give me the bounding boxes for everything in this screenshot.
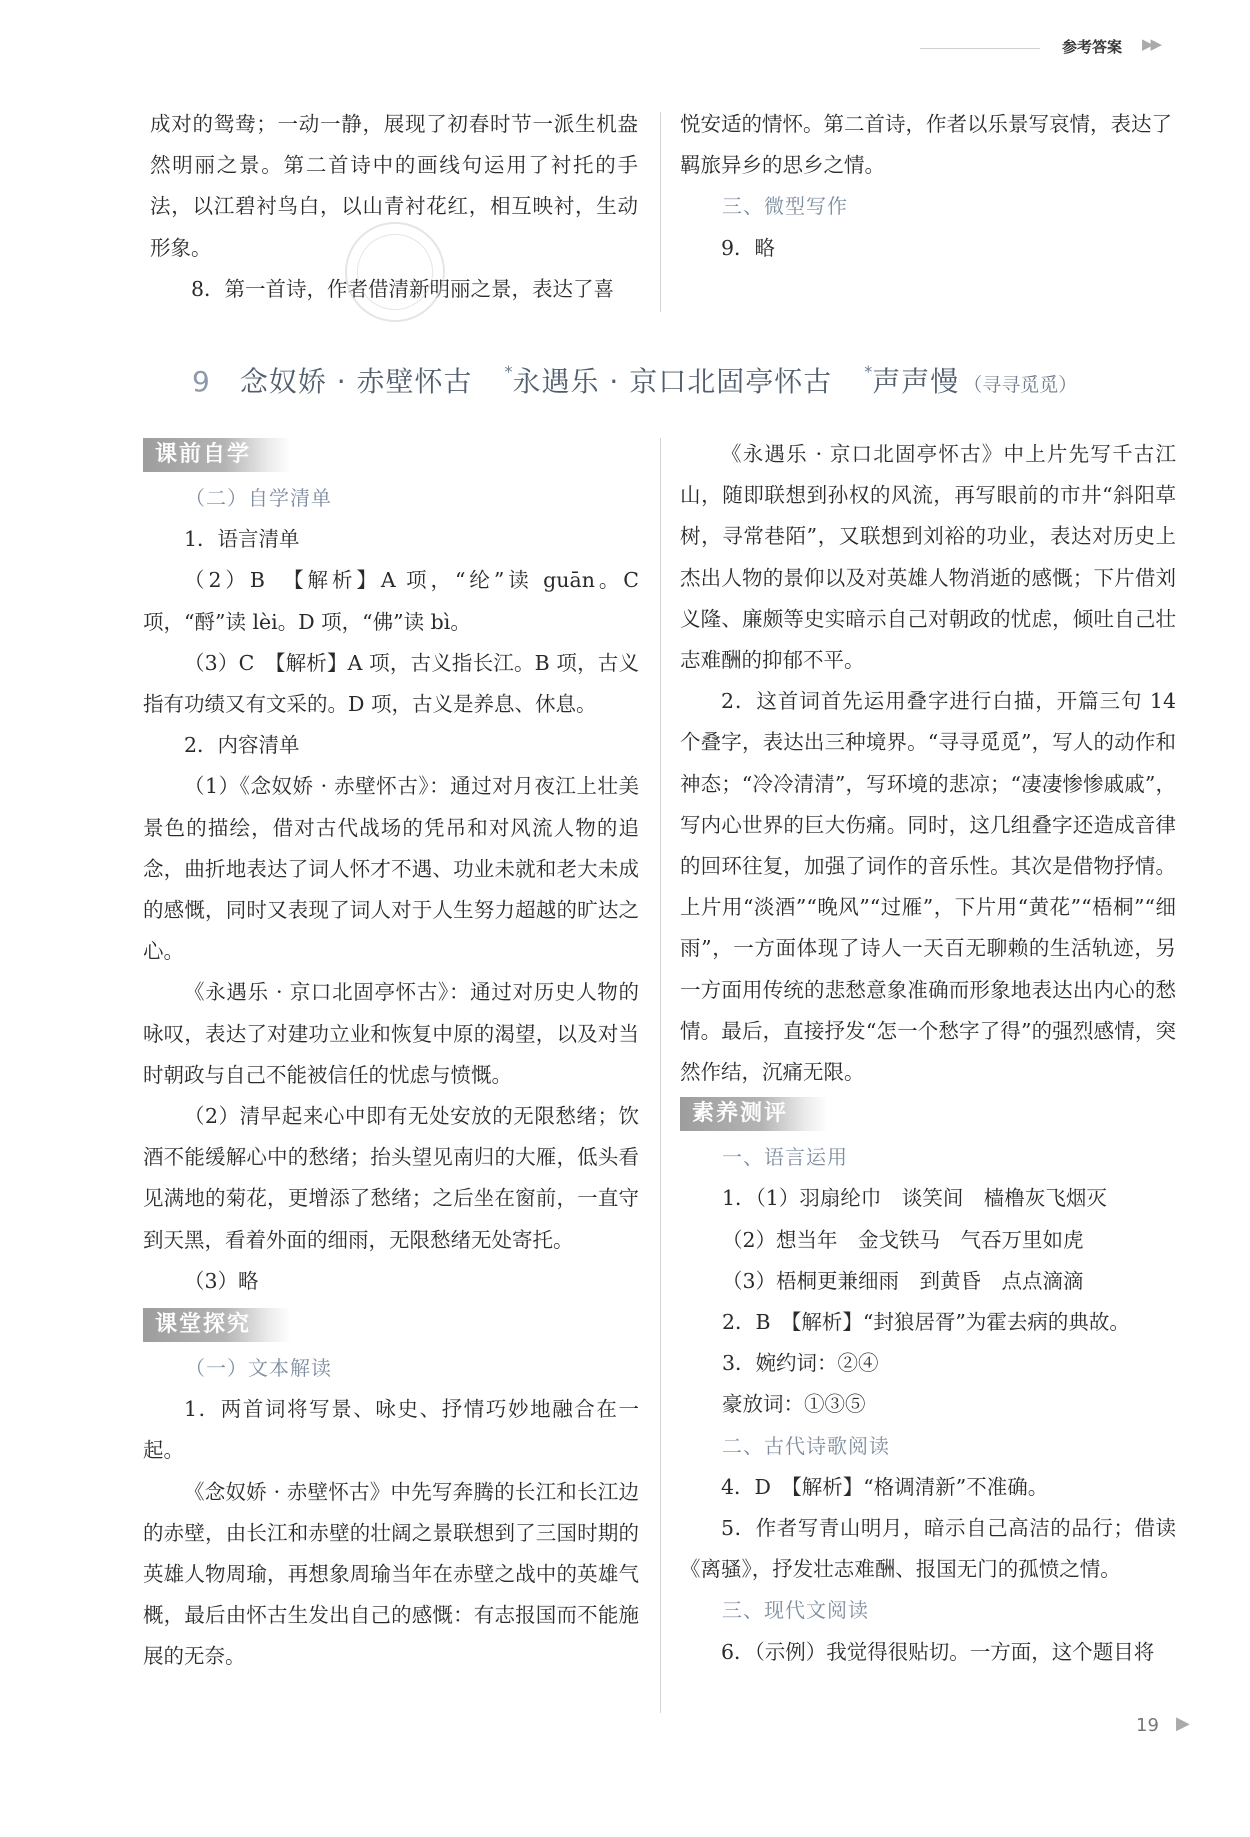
poem-title-2: 永遇乐 · 京口北固亭怀古 [512, 365, 833, 398]
top-right-column [680, 104, 1172, 269]
subsection-heading: 一、语言运用 [722, 1145, 848, 1170]
lesson-title [192, 360, 1077, 420]
paragraph: 1．两首词将写景、咏史、抒情巧妙地融合在一起。 [143, 1397, 639, 1463]
paragraph: （3）略 [184, 1268, 259, 1293]
answer-item: 2．B 【解析】“封狼居胥”为霍去病的典故。 [722, 1310, 1130, 1335]
answer-item: （2）想当年 金戈铁马 气吞万里如虎 [722, 1227, 1084, 1252]
poem-title-3: 声声慢 [872, 365, 960, 398]
poem-title-3-sub: （寻寻觅觅） [963, 374, 1078, 396]
paragraph: 6．（示例）我觉得很贴切。一方面，这个题目将 [721, 1639, 1155, 1664]
header-arrows-icon: ▶▶ [1142, 35, 1160, 53]
column-divider [660, 112, 661, 312]
optional-mark: * [504, 362, 513, 381]
lesson-number: 9 [192, 365, 210, 398]
paragraph: （1）《念奴娇 · 赤壁怀古》：通过对月夜江上壮美景色的描绘，借对古代战场的凭吊和对风流人物的追念，曲折地表达了词人怀才不遇、功业未就和老大未成的感慨，同时又表现了词人对于人生努力超越的旷达之心。 [143, 774, 639, 964]
paragraph: 成对的鸳鸯；一动一静，展现了初春时节一派生机盎然明丽之景。第二首诗中的画线句运用了衬托的手法，以江碧衬鸟白，以山青衬花红，相互映衬，生动形象。 [150, 112, 638, 260]
column-divider [660, 438, 661, 1713]
main-left-column [143, 434, 639, 1678]
answer-item: 豪放词：①③⑤ [722, 1392, 866, 1417]
subsection-heading: （一）文本解读 [185, 1356, 332, 1381]
paragraph: 《永遇乐 · 京口北固亭怀古》：通过对历史人物的咏叹，表达了对建功立业和恢复中原的渴望，以及对当时朝政与自己不能被信任的忧虑与愤慨。 [143, 980, 639, 1087]
paragraph: 2．内容清单 [184, 733, 300, 758]
paragraph: 《永遇乐 · 京口北固亭怀古》中上片先写千古江山，随即联想到孙权的风流，再写眼前的市井“斜阳草树，寻常巷陌”，又联想到刘裕的功业，表达对历史上杰出人物的景仰以及对英雄人物消逝的感慨；下片借刘义隆、廉颇等史实暗示自己对朝政的忧虑，倾吐自己壮志难酬的抑郁不平。 [680, 442, 1176, 673]
subsection-heading: （二）自学清单 [185, 486, 332, 510]
paragraph: 5．作者写青山明月，暗示自己高洁的品行；借读《离骚》，抒发壮志难酬、报国无门的孤愤之情。 [680, 1516, 1176, 1582]
section-banner: 课堂探究 [143, 1308, 291, 1342]
header-label: 参考答案 [1062, 38, 1123, 56]
subsection-heading: 三、现代文阅读 [722, 1598, 869, 1623]
main-right-column [680, 434, 1176, 1673]
paragraph: 4．D 【解析】“格调清新”不准确。 [721, 1474, 1049, 1499]
section-banner: 课前自学 [143, 438, 291, 472]
poem-title-1: 念奴娇 · 赤壁怀古 [239, 365, 473, 398]
paragraph: 《念奴娇 · 赤壁怀古》中先写奔腾的长江和长江边的赤壁，由长江和赤壁的壮阔之景联想到了三国时期的英雄人物周瑜，再想象周瑜当年在赤壁之战中的英雄气概，最后由怀古生发出自己的感慨：有志报国而不能施展的无奈。 [143, 1479, 639, 1669]
paragraph: 9．略 [721, 235, 776, 260]
paragraph: （2）B 【解析】A 项，“纶”读 guān。C 项，“酹”读 lèi。D 项，“佛”读 bì。 [143, 568, 639, 634]
page-number: 19 [1136, 1715, 1159, 1736]
subsection-heading: 二、古代诗歌阅读 [722, 1433, 890, 1458]
section-heading: 三、微型写作 [722, 194, 848, 219]
paragraph: 8．第一首诗，作者借清新明丽之景，表达了喜 [191, 276, 615, 301]
next-arrow-icon: ▶ [1176, 1713, 1190, 1734]
paragraph: （2）清早起来心中即有无处安放的无限愁绪；饮酒不能缓解心中的愁绪；抬头望见南归的大雁，低头看见满地的菊花，更增添了愁绪；之后坐在窗前，一直守到天黑，看着外面的细雨，无限愁绪无处寄托。 [143, 1104, 639, 1252]
paragraph: 悦安适的情怀。第二首诗，作者以乐景写哀情，表达了羁旅异乡的思乡之情。 [680, 112, 1172, 178]
answer-item: （3）梧桐更兼细雨 到黄昏 点点滴滴 [722, 1268, 1084, 1293]
answer-item: 1．（1）羽扇纶巾 谈笑间 樯橹灰飞烟灭 [722, 1186, 1107, 1211]
paragraph: 1．语言清单 [184, 527, 300, 552]
section-banner: 素养测评 [680, 1097, 828, 1131]
paragraph: （3）C 【解析】A 项，古义指长江。B 项，古义指有功绩又有文采的。D 项，古义是养息、休息。 [143, 650, 639, 717]
paragraph: 2．这首词首先运用叠字进行白描，开篇三句 14 个叠字，表达出三种境界。“寻寻觅觅”，写人的动作和神态；“冷冷清清”，写环境的悲凉；“凄凄惨惨戚戚”，写内心世界的巨大伤痛。同时，这几组叠字还造成音律的回环往复，加强了词作的音乐性。其次是借物抒情。上片用“淡酒”“晚风”“过雁”，下片用“黄花”“梧桐”“细雨”，一方面体现了诗人一天百无聊赖的生活轨迹，另一方面用传统的悲愁意象准确而形象地表达出内心的愁情。最后，直接抒发“怎一个愁字了得”的强烈感情，突然作结，沉痛无限。 [680, 689, 1176, 1085]
header-rule [920, 48, 1040, 49]
answer-item: 3．婉约词：②④ [722, 1351, 879, 1376]
optional-mark: * [864, 362, 873, 381]
